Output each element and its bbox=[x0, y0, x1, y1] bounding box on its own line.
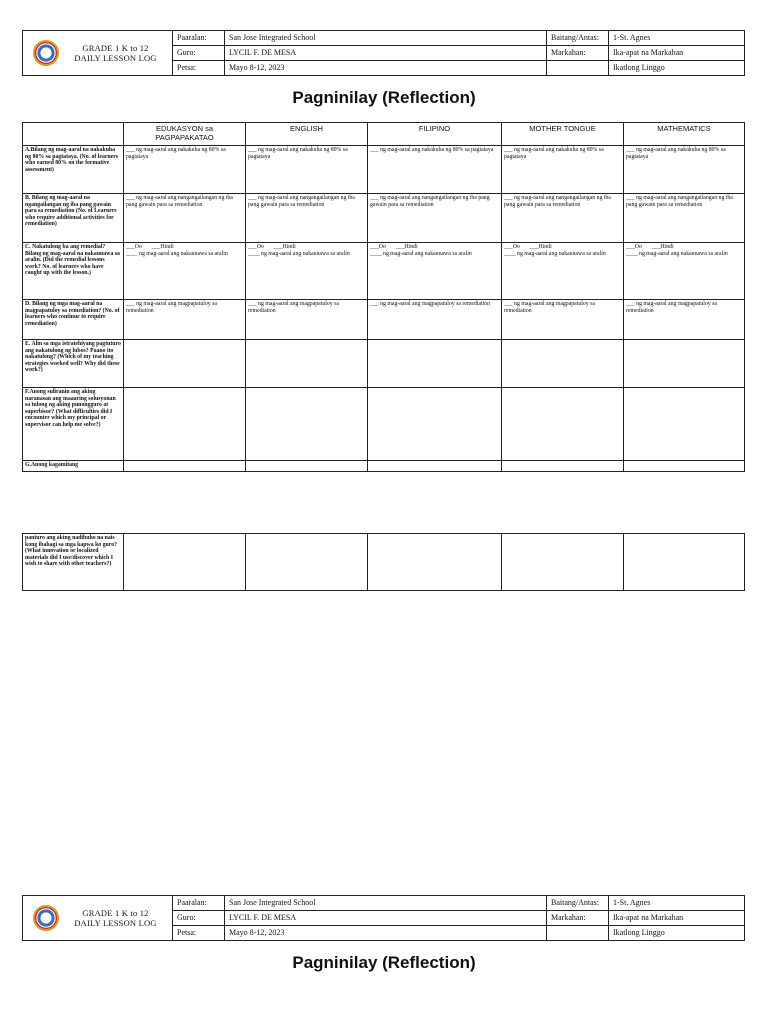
grade-section-label: Baitang/Antas: bbox=[547, 896, 609, 911]
oo-option: ___Oo bbox=[248, 244, 264, 250]
col-header-filipino: FILIPINO bbox=[368, 123, 502, 146]
row-e-cell[interactable] bbox=[502, 340, 624, 388]
row-c-text: ____ ng mag-aaral ang nakaunawa sa aralin bbox=[626, 250, 728, 257]
row-a-question: A.Bilang ng mag-aaral na nakakuha ng 80% sa pagtataya. (No. of learners who earned 80% on the formative assessment) bbox=[23, 146, 124, 194]
row-f-cell[interactable] bbox=[246, 388, 368, 461]
date-value: Mayo 8-12, 2023 bbox=[225, 926, 547, 941]
row-a-cell[interactable]: ___ ng mag-aaral ang nakakuha ng 80% sa pagtataya bbox=[368, 146, 502, 194]
row-a-cell[interactable]: ___ ng mag-aaral ang nakakuha ng 80% sa pagtataya bbox=[624, 146, 745, 194]
row-c-text: ____ ng mag-aaral ang nakaunawa sa aralin bbox=[248, 250, 350, 257]
row-c-cell[interactable] bbox=[368, 243, 502, 300]
grade-label: GRADE 1 K to 12 bbox=[82, 43, 149, 53]
row-c-cell[interactable] bbox=[124, 243, 246, 300]
row-c-text: ____ ng mag-aaral ang nakaunawa sa aralin bbox=[504, 250, 606, 257]
col-header-esp: EDUKASYON sa PAGPAPAKATAO bbox=[124, 123, 246, 146]
grade-section-label: Baitang/Antas: bbox=[547, 31, 609, 46]
row-f-cell[interactable] bbox=[368, 388, 502, 461]
teacher-value: LYCIL F. DE MESA bbox=[225, 911, 547, 926]
school-label: Paaralan: bbox=[173, 31, 225, 46]
row-b-cell[interactable]: ___ ng mag-aaral ang nangangailangan ng iba pang gawain para sa remediation bbox=[502, 194, 624, 243]
date-value: Mayo 8-12, 2023 bbox=[225, 61, 547, 76]
empty-cell bbox=[547, 61, 609, 76]
oo-option: ___Oo bbox=[626, 244, 642, 250]
row-g-cell[interactable] bbox=[502, 461, 624, 472]
week-value: Ikatlong Linggo bbox=[609, 61, 745, 76]
row-b-cell[interactable]: ___ ng mag-aaral ang nangangailangan ng iba pang gawain para sa remediation bbox=[124, 194, 246, 243]
grade-section-value: 1-St. Agnes bbox=[609, 31, 745, 46]
row-e-cell[interactable] bbox=[124, 340, 246, 388]
row-d-cell[interactable]: ___ ng mag-aaral ang magpapatuloy sa remediation bbox=[124, 300, 246, 340]
row-a-cell[interactable]: ___ ng mag-aaral ang nakakuha ng 80% sa pagtataya bbox=[502, 146, 624, 194]
date-label: Petsa: bbox=[173, 61, 225, 76]
row-d-question: D. Bilang ng mga mag-aaral na magpapatuloy sa remediation? (No. of learners who continue to require remediation) bbox=[23, 300, 124, 340]
table-row bbox=[23, 340, 745, 388]
row-b-cell[interactable]: ___ ng mag-aaral ang nangangailangan ng iba pang gawain para sa remediation bbox=[246, 194, 368, 243]
row-c-cell[interactable] bbox=[502, 243, 624, 300]
row-c-cell[interactable] bbox=[246, 243, 368, 300]
row-e-cell[interactable] bbox=[624, 340, 745, 388]
teacher-value: LYCIL F. DE MESA bbox=[225, 46, 547, 61]
row-b-cell[interactable]: ___ ng mag-aaral ang nangangailangan ng iba pang gawain para sa remediation bbox=[368, 194, 502, 243]
lesson-log-header bbox=[22, 30, 745, 76]
week-value: Ikatlong Linggo bbox=[609, 926, 745, 941]
oo-option: ___Oo bbox=[504, 244, 520, 250]
dll-label: DAILY LESSON LOG bbox=[74, 53, 157, 63]
row-f-cell[interactable] bbox=[124, 388, 246, 461]
header-logo-cell bbox=[23, 31, 173, 76]
row-d-cell[interactable]: ___ ng mag-aaral ang magpapatuloy sa remediation bbox=[246, 300, 368, 340]
row-d-cell[interactable]: ___ ng mag-aaral ang magpapatuloy sa remediation bbox=[624, 300, 745, 340]
row-e-cell[interactable] bbox=[246, 340, 368, 388]
col-header-mathematics: MATHEMATICS bbox=[624, 123, 745, 146]
row-g-cell[interactable] bbox=[246, 461, 368, 472]
row-g-cell[interactable] bbox=[368, 534, 502, 591]
row-d-cell[interactable]: ___ ng mag-aaral ang magpapatuloy sa remediation bbox=[502, 300, 624, 340]
table-row bbox=[23, 243, 745, 300]
page-title: Pagninilay (Reflection) bbox=[292, 88, 476, 107]
teacher-label: Guro: bbox=[173, 46, 225, 61]
table-row bbox=[23, 194, 745, 243]
teacher-label: Guro: bbox=[173, 911, 225, 926]
row-g-cell[interactable] bbox=[246, 534, 368, 591]
reflection-table bbox=[22, 122, 745, 472]
row-e-cell[interactable] bbox=[368, 340, 502, 388]
dll-label: DAILY LESSON LOG bbox=[74, 918, 157, 928]
school-seal-icon bbox=[33, 905, 59, 931]
reflection-table-continued bbox=[22, 533, 745, 591]
page-title-2: Pagninilay (Reflection) bbox=[292, 953, 476, 972]
row-g-cell[interactable] bbox=[624, 461, 745, 472]
header-logo-cell bbox=[23, 896, 173, 941]
row-a-cell[interactable]: ___ ng mag-aaral ang nakakuha ng 80% sa pagtataya bbox=[124, 146, 246, 194]
row-g-cell[interactable] bbox=[502, 534, 624, 591]
quarter-value: Ika-apat na Markahan bbox=[609, 46, 745, 61]
hindi-option: ___Hindi bbox=[273, 244, 296, 250]
row-f-question: F.Anong suliranin ang aking naranasan ang maaaring solusyonan sa tulong ng aking punongguro at superbisor? (What difficulties did I encounter which my principal or supervisor can help me solve?) bbox=[23, 388, 124, 461]
row-b-question: B. Bilang ng mag-aaral na ngangailangan ng iba pang gawain para sa remediation (No. of Learners who require additional activities for remediation) bbox=[23, 194, 124, 243]
date-label: Petsa: bbox=[173, 926, 225, 941]
quarter-label: Markahan: bbox=[547, 46, 609, 61]
school-label: Paaralan: bbox=[173, 896, 225, 911]
row-g-question-continued: panturo ang aking nadibuho na nais kong ibahagi sa mga kapwa ko guro? (What innovation or localized materials did I use/discover which I wish to share with other teachers?) bbox=[23, 534, 124, 591]
row-g-cell[interactable] bbox=[124, 461, 246, 472]
row-g-question: G.Anong kagamitang bbox=[23, 461, 124, 472]
quarter-label: Markahan: bbox=[547, 911, 609, 926]
school-value: San Jose Integrated School bbox=[225, 896, 547, 911]
table-row bbox=[23, 461, 745, 472]
row-f-cell[interactable] bbox=[502, 388, 624, 461]
school-seal-icon bbox=[33, 40, 59, 66]
hindi-option: ___Hindi bbox=[395, 244, 418, 250]
table-row bbox=[23, 388, 745, 461]
table-row bbox=[23, 534, 745, 591]
oo-option: ___Oo bbox=[370, 244, 386, 250]
row-e-question: E. Alin sa mga istratehiyang pagtuturo ang nakatulong ng lubos? Paano ito nakatulong? (Which of my teaching strategies worked well? Why did these work?) bbox=[23, 340, 124, 388]
grade-section-value: 1-St. Agnes bbox=[609, 896, 745, 911]
row-b-cell[interactable]: ___ ng mag-aaral ang nangangailangan ng iba pang gawain para sa remediation bbox=[624, 194, 745, 243]
quarter-value: Ika-apat na Markahan bbox=[609, 911, 745, 926]
school-value: San Jose Integrated School bbox=[225, 31, 547, 46]
row-d-cell[interactable]: ___ ng mag-aaral ang magpapatuloy sa remediation bbox=[368, 300, 502, 340]
grade-label: GRADE 1 K to 12 bbox=[82, 908, 149, 918]
row-c-text: ____ ng mag-aaral ang nakaunawa sa aralin bbox=[126, 250, 228, 257]
row-f-cell[interactable] bbox=[624, 388, 745, 461]
hindi-option: ___Hindi bbox=[651, 244, 674, 250]
row-a-cell[interactable]: ___ ng mag-aaral ang nakakuha ng 80% sa pagtataya bbox=[246, 146, 368, 194]
hindi-option: ___Hindi bbox=[151, 244, 174, 250]
corner-cell bbox=[23, 123, 124, 146]
hindi-option: ___Hindi bbox=[529, 244, 552, 250]
col-header-mother-tongue: MOTHER TONGUE bbox=[502, 123, 624, 146]
row-g-cell[interactable] bbox=[124, 534, 246, 591]
row-c-cell[interactable] bbox=[624, 243, 745, 300]
table-row bbox=[23, 146, 745, 194]
col-header-english: ENGLISH bbox=[246, 123, 368, 146]
empty-cell bbox=[547, 926, 609, 941]
row-g-cell[interactable] bbox=[624, 534, 745, 591]
row-c-text: ____ ng mag-aaral ang nakaunawa sa aralin bbox=[370, 250, 472, 257]
lesson-log-header-2 bbox=[22, 895, 745, 941]
row-g-cell[interactable] bbox=[368, 461, 502, 472]
row-c-question: C. Nakatulong ba ang remedial? Bilang ng mag-aaral na nakaunawa sa aralin. (Did the remedial lessons work? No. of learners who have caught up with the lesson.) bbox=[23, 243, 124, 300]
table-row bbox=[23, 300, 745, 340]
oo-option: ___Oo bbox=[126, 244, 142, 250]
